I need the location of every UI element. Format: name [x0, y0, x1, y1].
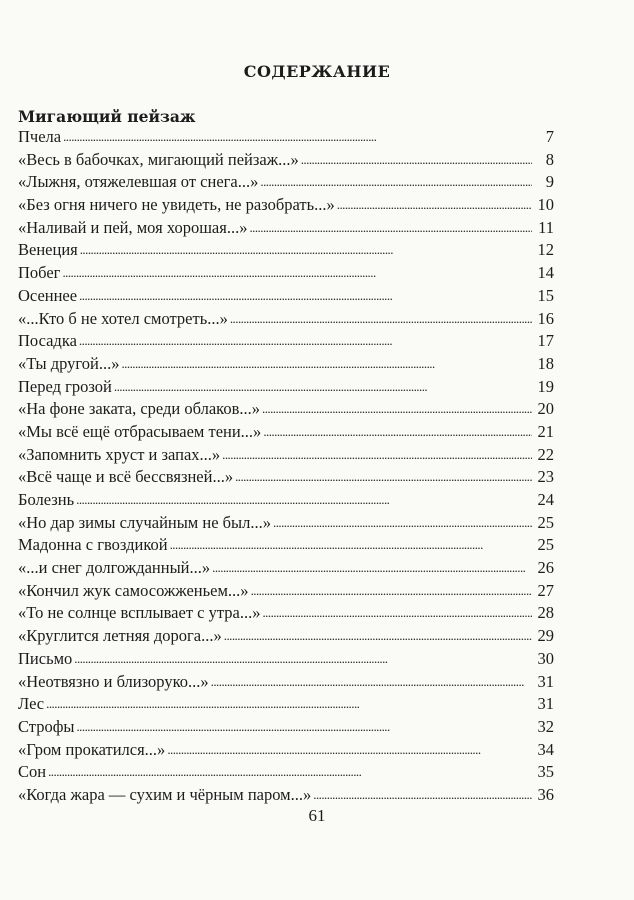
toc-entry-title: Пчела [18, 127, 62, 146]
toc-entry [18, 602, 554, 625]
toc-entry-title: «Без огня ничего не увидеть, не разобрать...» [18, 195, 335, 215]
toc-entry [18, 625, 554, 648]
toc-entry-title: «На фоне заката, среди облаков...» [18, 399, 260, 419]
dot-leader [62, 261, 532, 285]
section-title: Мигающий пейзаж [18, 107, 196, 126]
toc-entry-title: Посадка [18, 331, 77, 351]
toc-entry [18, 330, 554, 353]
toc-entry [18, 262, 554, 285]
dot-leader [114, 375, 532, 399]
toc-entry-title: «Лыжня, отяжелевшая от снега...» [18, 172, 259, 192]
toc-entry-title: «Круглится летняя дорога...» [18, 626, 222, 646]
dot-leader [212, 556, 532, 580]
toc-entry [18, 580, 554, 603]
dot-leader [48, 760, 532, 784]
dot-leader [121, 352, 532, 376]
toc-entry-title: «Кончил жук самосожженьем...» [18, 580, 249, 600]
toc-entry-title: «Но дар зимы случайным не был...» [18, 512, 271, 532]
toc-entry-page: 22 [537, 444, 554, 464]
dot-leader [63, 125, 532, 149]
dot-leader [262, 601, 532, 625]
toc-entry-title: Лес [18, 694, 45, 714]
dot-leader [211, 670, 532, 694]
dot-leader [263, 420, 532, 444]
toc-entry-title: Венеция [18, 240, 78, 260]
toc-entry [18, 489, 554, 512]
toc-entry-page: 7 [545, 127, 554, 146]
toc-entry-page: 36 [537, 784, 554, 804]
toc-entry [18, 149, 554, 172]
toc-entry-title: Осеннее [18, 285, 78, 305]
dot-leader [170, 533, 532, 557]
dot-leader [230, 307, 532, 331]
dot-leader [251, 579, 532, 603]
toc-entry [18, 126, 554, 149]
toc-entry [18, 557, 554, 580]
toc-entry-page: 32 [537, 716, 554, 736]
dot-leader [260, 170, 532, 194]
toc-entry-title: Перед грозой [18, 376, 112, 396]
toc-entry-page: 11 [538, 217, 554, 237]
toc-entry [18, 784, 554, 807]
dot-leader [262, 397, 532, 421]
toc-entry [18, 217, 554, 240]
toc-entry [18, 671, 554, 694]
toc-entry-page: 15 [537, 285, 554, 305]
toc-entry-page: 34 [537, 739, 554, 759]
toc-entry [18, 534, 554, 557]
contents-heading: СОДЕРЖАНИЕ [243, 62, 391, 81]
dot-leader [222, 443, 532, 467]
toc-entry-title: «Весь в бабочках, мигающий пейзаж...» [18, 149, 299, 169]
toc-entry [18, 466, 554, 489]
toc-entry [18, 444, 554, 467]
toc-entry-title: Побег [18, 263, 61, 283]
toc-entry [18, 512, 554, 535]
dot-leader [235, 465, 532, 489]
dot-leader [74, 647, 532, 671]
toc-entry-page: 25 [537, 535, 554, 555]
toc-entry-title: «Когда жара — сухим и чёрным паром...» [18, 784, 312, 804]
toc-entry [18, 239, 554, 262]
toc-entry [18, 308, 554, 331]
toc-entry [18, 194, 554, 217]
toc-entry-page: 16 [537, 308, 554, 328]
toc-entry-title: «Ты другой...» [18, 353, 120, 373]
toc-entry-title: «...и снег долгожданный...» [18, 558, 211, 578]
dot-leader [80, 238, 532, 262]
dot-leader [273, 511, 532, 535]
dot-leader [249, 216, 532, 240]
toc-entry-page: 24 [537, 490, 554, 509]
toc-entry-title: «Неотвязно и близоруко...» [18, 671, 209, 691]
dot-leader [167, 738, 532, 762]
toc-list [18, 126, 554, 807]
toc-entry-page: 27 [537, 580, 554, 600]
toc-entry-page: 17 [537, 331, 554, 351]
toc-entry-title: «То не солнце всплывает с утра...» [18, 603, 261, 623]
toc-entry-title: Строфы [18, 716, 75, 736]
dot-leader [79, 329, 532, 353]
toc-entry-title: «...Кто б не хотел смотреть...» [18, 308, 228, 328]
toc-entry-page: 26 [537, 558, 554, 578]
toc-entry-title: «Наливай и пей, моя хорошая...» [18, 217, 248, 237]
dot-leader [79, 284, 532, 308]
toc-entry-page: 21 [537, 421, 554, 441]
toc-entry [18, 739, 554, 762]
toc-entry-title: «Всё чаще и всё бессвязней...» [18, 467, 234, 487]
toc-entry-page: 12 [537, 240, 554, 260]
toc-entry-page: 18 [537, 353, 554, 373]
toc-entry [18, 171, 554, 194]
dot-leader [76, 715, 532, 739]
toc-entry [18, 716, 554, 739]
toc-entry-page: 19 [537, 376, 554, 396]
toc-entry-page: 29 [537, 626, 554, 646]
dot-leader [313, 783, 532, 807]
toc-entry-page: 20 [537, 399, 554, 419]
page-number: 61 [308, 806, 326, 825]
toc-entry [18, 285, 554, 308]
toc-entry [18, 761, 554, 784]
dot-leader [46, 692, 532, 716]
toc-entry-title: «Запомнить хруст и запах...» [18, 444, 221, 464]
toc-entry-page: 31 [537, 671, 554, 691]
toc-entry-title: Болезнь [18, 490, 75, 509]
dot-leader [301, 148, 532, 172]
toc-entry [18, 648, 554, 671]
toc-entry-page: 31 [537, 694, 554, 714]
dot-leader [337, 193, 532, 217]
toc-entry [18, 693, 554, 716]
toc-entry-page: 25 [537, 512, 554, 532]
toc-entry-page: 10 [537, 195, 554, 215]
dot-leader [224, 624, 532, 648]
toc-entry-title: «Мы всё ещё отбрасываем тени...» [18, 421, 262, 441]
toc-entry-page: 23 [537, 467, 554, 487]
toc-entry-title: Мадонна с гвоздикой [18, 535, 168, 555]
toc-entry-page: 9 [545, 172, 554, 192]
toc-entry-page: 28 [537, 603, 554, 623]
toc-entry-page: 14 [537, 263, 554, 283]
toc-entry-page: 35 [537, 762, 554, 782]
toc-entry [18, 376, 554, 399]
toc-entry-title: Сон [18, 762, 47, 782]
toc-entry [18, 353, 554, 376]
toc-entry [18, 398, 554, 421]
toc-entry-page: 30 [537, 648, 554, 668]
toc-entry-title: «Гром прокатился...» [18, 739, 166, 759]
toc-entry-page: 8 [545, 149, 554, 169]
dot-leader [76, 488, 532, 512]
toc-entry-title: Письмо [18, 648, 73, 668]
toc-entry [18, 421, 554, 444]
